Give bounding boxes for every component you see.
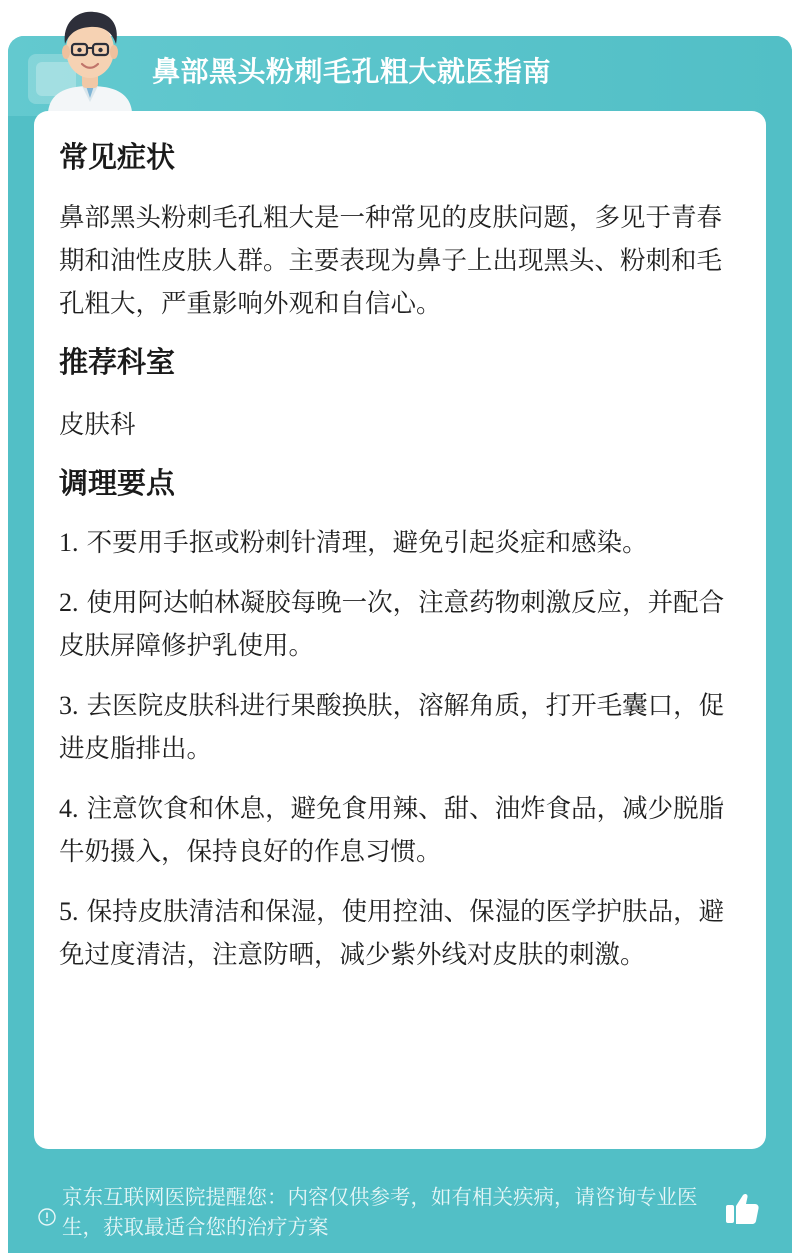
list-item-number: 1.: [59, 528, 79, 557]
thumbs-up-icon[interactable]: [724, 1191, 760, 1227]
symptoms-heading: 常见症状: [59, 140, 176, 174]
list-item-text: 使用阿达帕林凝胶每晚一次，注意药物刺激反应，并配合皮肤屏障修护乳使用。: [59, 588, 725, 661]
list-item: [59, 581, 742, 668]
list-item-text: 注意饮食和休息，避免食用辣、甜、油炸食品，减少脱脂牛奶摄入，保持良好的作息习惯。: [59, 794, 725, 867]
doctor-avatar-icon: [42, 6, 138, 112]
footer-disclaimer: 京东互联网医院提醒您：内容仅供参考，如有相关疾病，请咨询专业医生，获取最适合您的治疗方案: [62, 1185, 698, 1239]
page-title: 鼻部黑头粉刺毛孔粗大就医指南: [152, 55, 552, 88]
symptoms-section: [59, 135, 742, 326]
tips-list: [59, 521, 742, 977]
list-item-text: 不要用手抠或粉刺针清理，避免引起炎症和感染。: [86, 528, 648, 558]
list-item-number: 5.: [59, 897, 79, 926]
department-text: 皮肤科: [59, 410, 136, 440]
list-item-number: 2.: [59, 588, 79, 617]
footer-notice: [8, 1156, 792, 1253]
info-icon: [38, 1208, 56, 1226]
list-item-text: 去医院皮肤科进行果酸换肤，溶解角质，打开毛囊口，促进皮脂排出。: [59, 691, 725, 764]
list-item-text: 保持皮肤清洁和保湿，使用控油、保湿的医学护肤品，避免过度清洁，注意防晒，减少紫外线对皮肤的刺激。: [59, 897, 725, 970]
list-item: [59, 684, 742, 771]
tips-heading: 调理要点: [59, 466, 176, 500]
symptoms-text: 鼻部黑头粉刺毛孔粗大是一种常见的皮肤问题，多见于青春期和油性皮肤人群。主要表现为鼻子上出现黑头、粉刺和毛孔粗大，严重影响外观和自信心。: [59, 203, 723, 319]
department-section: [59, 340, 742, 447]
tips-section: [59, 461, 742, 977]
list-item-number: 3.: [59, 691, 79, 720]
list-item: [59, 890, 742, 977]
list-item-number: 4.: [59, 794, 79, 823]
content-card: [34, 111, 766, 1149]
department-heading: 推荐科室: [59, 345, 176, 379]
list-item: [59, 787, 742, 874]
list-item: [59, 521, 742, 565]
